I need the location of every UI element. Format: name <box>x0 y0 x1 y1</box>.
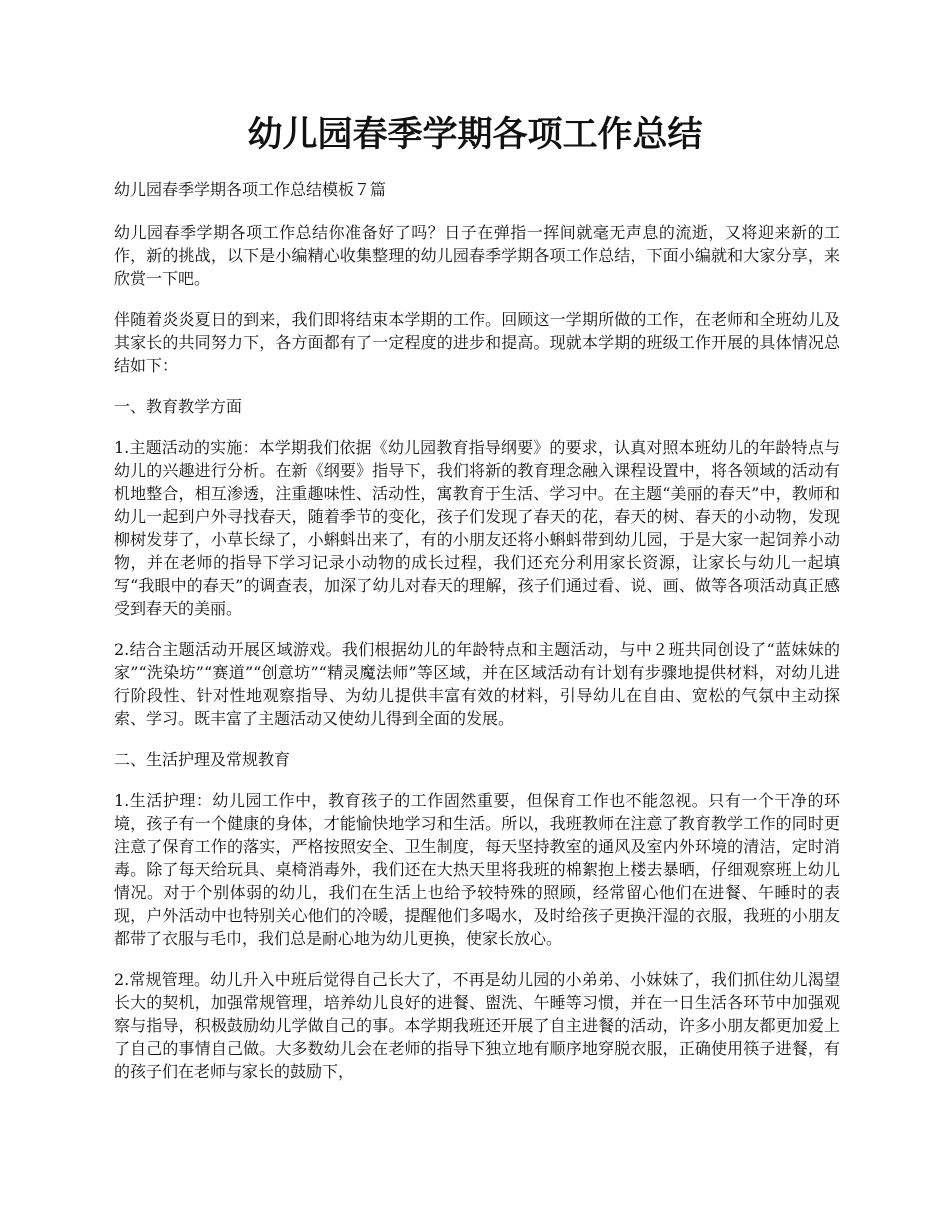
teaching-paragraph-1: 1.主题活动的实施：本学期我们依据《幼儿园教育指导纲要》的要求，认真对照本班幼儿的年龄特点与幼儿的兴趣进行分析。在新《纲要》指导下，我们将新的教育理念融入课程设置中，将各领域的活动有机地整合，相互渗透，注重趣味性、活动性，寓教育于生活、学习中。在主题“美丽的春天”中，教师和幼儿一起到户外寻找春天，随着季节的变化，孩子们发现了春天的花，春天的树、春天的小动物，发现柳树发芽了，小草长绿了，小蝌蚪出来了，有的小朋友还将小蝌蚪带到幼儿园，于是大家一起饲养小动物，并在老师的指导下学习记录小动物的成长过程，我们还充分利用家长资源，让家长与幼儿一起填写“我眼中的春天”的调查表，加深了幼儿对春天的理解，孩子们通过看、说、画、做等各项活动真正感受到春天的美丽。 <box>114 438 840 618</box>
care-paragraph-2: 2.常规管理。幼儿升入中班后觉得自己长大了，不再是幼儿园的小弟弟、小妹妹了，我们抓住幼儿渴望长大的契机，加强常规管理，培养幼儿良好的进餐、盥洗、午睡等习惯，并在一日生活各环节中加强观察与指导，积极鼓励幼儿学做自己的事。本学期我班还开展了自主进餐的活动，许多小朋友都更加爱上了自己的事情自己做。大多数幼儿会在老师的指导下独立地有顺序地穿脱衣服，正确使用筷子进餐，有的孩子们在老师与家长的鼓励下， <box>114 970 840 1081</box>
section-heading-teaching: 一、教育教学方面 <box>114 397 243 416</box>
document-body <box>114 175 840 1101</box>
document-title: 幼儿园春季学期各项工作总结 <box>247 114 703 155</box>
document-subtitle: 幼儿园春季学期各项工作总结模板７篇 <box>114 180 387 199</box>
care-paragraph-1: 1.生活护理：幼儿园工作中，教育孩子的工作固然重要，但保育工作也不能忽视。只有一个干净的环境，孩子有一个健康的身体，才能愉快地学习和生活。所以，我班教师在注意了教育教学工作的同时更注意了保育工作的落实，严格按照安全、卫生制度，每天坚持教室的通风及室内外环境的清洁，定时消毒。除了每天给玩具、桌椅消毒外，我们还在大热天里将我班的棉絮抱上楼去暴晒，仔细观察班上幼儿情况。对于个别体弱的幼儿，我们在生活上也给予较特殊的照顾，经常留心他们在进餐、午睡时的表现，户外活动中也特别关心他们的冷暖，提醒他们多喝水，及时给孩子更换汗湿的衣服，我班的小朋友都带了衣服与毛巾，我们总是耐心地为幼儿更换，使家长放心。 <box>114 791 840 948</box>
teaching-paragraph-2: 2.结合主题活动开展区域游戏。我们根据幼儿的年龄特点和主题活动，与中２班共同创设了“蓝妹妹的家”“洗染坊”“赛道”“创意坊”“精灵魔法师”等区域，并在区域活动有计划有步骤地提供材料，对幼儿进行阶段性、针对性地观察指导、为幼儿提供丰富有效的材料，引导幼儿在自由、宽松的气氛中主动探索、学习。既丰富了主题活动又使幼儿得到全面的发展。 <box>114 640 840 728</box>
section-heading-care: 二、生活护理及常规教育 <box>114 750 291 769</box>
opening-paragraph: 伴随着炎炎夏日的到来，我们即将结束本学期的工作。回顾这一学期所做的工作，在老师和全班幼儿及其家长的共同努力下，各方面都有了一定程度的进步和提高。现就本学期的班级工作开展的具体情况总结如下： <box>114 310 840 375</box>
intro-paragraph: 幼儿园春季学期各项工作总结你准备好了吗？日子在弹指一挥间就毫无声息的流逝，又将迎来新的工作，新的挑战，以下是小编精心收集整理的幼儿园春季学期各项工作总结，下面小编就和大家分享，来欣赏一下吧。 <box>114 223 840 288</box>
